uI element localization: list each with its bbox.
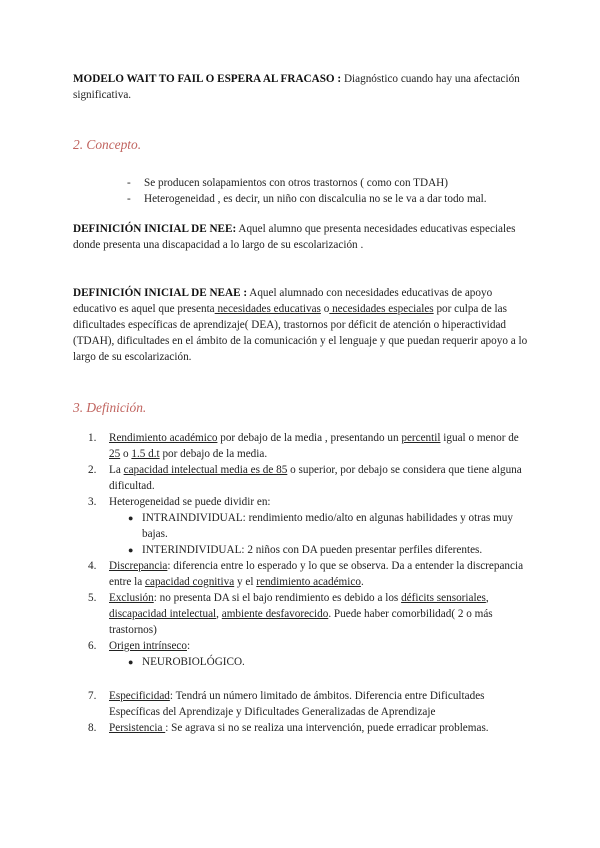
item-text: La (109, 464, 124, 476)
bullet-marker: ● (128, 513, 134, 523)
list-item (127, 191, 547, 207)
dash-marker: - (127, 193, 131, 205)
list-item (88, 430, 528, 462)
sub-list-item (88, 510, 528, 542)
sub-item-text: INTERINDIVIDUAL: 2 niños con DA pueden presentar perfiles diferentes. (142, 544, 483, 556)
item-text: , (216, 608, 222, 620)
item-text: : Se agrava si no se realiza una intervención, puede erradicar problemas. (165, 722, 489, 734)
dash-marker: - (127, 177, 131, 189)
item-text: por debajo de la media , presentando un (217, 432, 402, 444)
neae-text: Aquel alumnado con necesidades educativas de apoyo educativo es aquel que presenta (73, 287, 493, 315)
item-text: Heterogeneidad se puede dividir en: (109, 496, 271, 508)
item-number: 5. (88, 592, 97, 604)
underlined-term: necesidades educativas (214, 303, 321, 315)
bullet-marker: ● (128, 657, 134, 667)
concepto-list (127, 175, 547, 207)
nee-paragraph (73, 221, 533, 253)
underlined-term: discapacidad intelectual (109, 608, 217, 620)
item-text: : (186, 640, 191, 652)
list-item (88, 462, 528, 494)
neae-paragraph (73, 285, 533, 365)
nee-title: DEFINICIÓN INICIAL DE NEE: (73, 223, 237, 235)
neae-text: o (320, 303, 330, 315)
item-text: , (485, 592, 489, 604)
list-item (88, 558, 528, 590)
item-text: . (360, 576, 364, 588)
underlined-term: Persistencia (109, 722, 166, 734)
underlined-term: déficits sensoriales (401, 592, 486, 604)
item-number: 8. (88, 722, 97, 734)
sub-item-text: INTRAINDIVIDUAL: rendimiento medio/alto en algunas habilidades y otras muy bajas. (142, 512, 513, 540)
neae-title: DEFINICIÓN INICIAL DE NEAE : (73, 287, 248, 299)
underlined-term: Exclusión (109, 592, 154, 604)
item-text: : no presenta DA si el bajo rendimiento es debido a los (153, 592, 402, 604)
sub-list-item (88, 654, 528, 670)
list-item-text: Se producen solapamientos con otros trastornos ( como con TDAH) (144, 177, 448, 189)
definicion-list (88, 430, 528, 736)
item-number: 1. (88, 432, 97, 444)
nee-text: Aquel alumno que presenta necesidades educativas especiales donde presenta una discapacidad a lo largo de su escolarización . (73, 223, 516, 251)
underlined-term: Discrepancia (109, 560, 168, 572)
list-item (88, 720, 528, 736)
item-number: 2. (88, 464, 97, 476)
list-item (127, 175, 547, 191)
intro-text: Diagnóstico cuando hay una afectación significativa. (73, 73, 520, 101)
item-number: 6. (88, 640, 97, 652)
item-text: o superior, por debajo se considera que tiene alguna dificultad. (109, 464, 522, 492)
underlined-term: rendimiento académico (256, 576, 361, 588)
item-number: 7. (88, 690, 97, 702)
underlined-term: ambiente desfavorecido (221, 608, 329, 620)
underlined-term: Especificidad (109, 690, 170, 702)
list-item (88, 638, 528, 654)
item-text: : Tendrá un número limitado de ámbitos. Diferencia entre Dificultades Específicas del Aprendizaje y Dificultades Generalizadas de Aprendizaje (109, 690, 485, 718)
underlined-term: capacidad cognitiva (145, 576, 235, 588)
underlined-term: 25 (109, 448, 121, 460)
underlined-term: Origen intrínseco (109, 640, 187, 652)
underlined-term: 1.5 d.t (131, 448, 160, 460)
item-number: 4. (88, 560, 97, 572)
item-number: 3. (88, 496, 97, 508)
heading-concepto: 2. Concepto. (73, 137, 142, 152)
underlined-term: capacidad intelectual media es de 85 (123, 464, 288, 476)
list-item (88, 688, 528, 720)
item-text: igual o menor de (440, 432, 519, 444)
item-text: y el (234, 576, 257, 588)
item-text: : diferencia entre lo esperado y lo que se observa. Da a entender la discrepancia entre la (109, 560, 524, 588)
underlined-term: percentil (401, 432, 441, 444)
underlined-term: Rendimiento académico (109, 432, 218, 444)
list-item-text: Heterogeneidad , es decir, un niño con discalculia no se le va a dar todo mal. (144, 193, 487, 205)
sub-item-text: NEUROBIOLÓGICO. (142, 656, 245, 668)
intro-title: MODELO WAIT TO FAIL O ESPERA AL FRACASO : (73, 73, 342, 85)
neae-text: por culpa de las dificultades específicas de aprendizaje( DEA), trastornos por déficit de atención o hiperactividad (TDAH), dificultades en el ámbito de la comunicación y el lenguaje y que puedan requerir apoyo a lo largo de su escolarización. (73, 303, 528, 363)
list-item (88, 494, 528, 510)
sub-list-item (88, 542, 528, 558)
spacer (88, 670, 528, 688)
item-text: . Puede haber comorbilidad( 2 o más trastornos) (109, 608, 493, 636)
item-text: por debajo de la media. (159, 448, 268, 460)
intro-paragraph (73, 71, 533, 103)
list-item (88, 590, 528, 638)
heading-definicion: 3. Definición. (73, 400, 147, 415)
underlined-term: necesidades especiales (329, 303, 434, 315)
bullet-marker: ● (128, 545, 134, 555)
item-text: o (120, 448, 132, 460)
